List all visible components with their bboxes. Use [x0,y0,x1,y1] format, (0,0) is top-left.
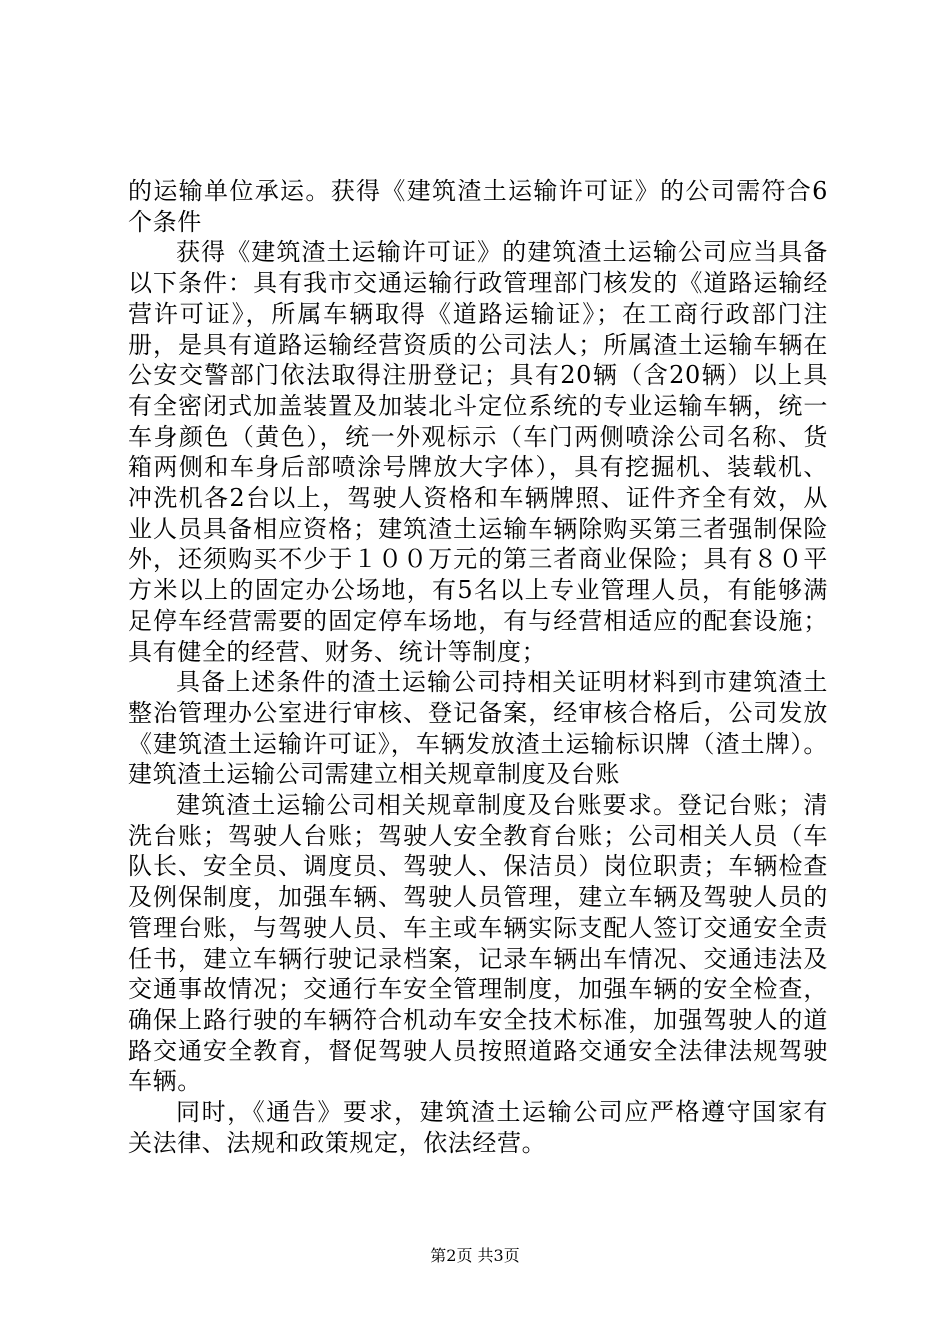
paragraph-5: 同时，《通告》要求，建筑渣土运输公司应严格遵守国家有关法律、法规和政策规定，依法经营。 [128,1098,828,1157]
paragraph-3: 具备上述条件的渣土运输公司持相关证明材料到市建筑渣土整治管理办公室进行审核、登记备案，经审核合格后，公司发放《建筑渣土运输许可证》，车辆发放渣土运输标识牌（渣土牌）。建筑渣土运输公司需建立相关规章制度及台账 [128,668,828,789]
paragraph-1: 的运输单位承运。获得《建筑渣土运输许可证》的公司需符合6个条件 [128,177,828,236]
paragraph-4: 建筑渣土运输公司相关规章制度及台账要求。登记台账；清洗台账；驾驶人台账；驾驶人安全教育台账；公司相关人员（车队长、安全员、调度员、驾驶人、保洁员）岗位职责；车辆检查及例保制度，加强车辆、驾驶人员管理，建立车辆及驾驶人员的管理台账，与驾驶人员、车主或车辆实际支配人签订交通安全责任书，建立车辆行驶记录档案，记录车辆出车情况、交通违法及交通事故情况；交通行车安全管理制度，加强车辆的安全检查，确保上路行驶的车辆符合机动车安全技术标准，加强驾驶人的道路交通安全教育，督促驾驶人员按照道路交通安全法律法规驾驶车辆。 [128,791,828,1096]
document-body [128,176,828,1159]
paragraph-2: 获得《建筑渣土运输许可证》的建筑渣土运输公司应当具备以下条件：具有我市交通运输行政管理部门核发的《道路运输经营许可证》，所属车辆取得《道路运输证》；在工商行政部门注册，是具有道路运输经营资质的公司法人；所属渣土运输车辆在公安交警部门依法取得注册登记；具有20辆（含20辆）以上具有全密闭式加盖装置及加装北斗定位系统的专业运输车辆，统一车身颜色（黄色），统一外观标示（车门两侧喷涂公司名称、货箱两侧和车身后部喷涂号牌放大字体），具有挖掘机、装载机、冲洗机各2台以上，驾驶人资格和车辆牌照、证件齐全有效，从业人员具备相应资格；建筑渣土运输车辆除购买第三者强制保险外，还须购买不少于１００万元的第三者商业保险；具有８０平方米以上的固定办公场地，有5名以上专业管理人员，有能够满足停车经营需要的固定停车场地，有与经营相适应的配套设施；具有健全的经营、财务、统计等制度； [128,238,828,666]
page-footer: 第2页 共3页 [430,1246,520,1265]
